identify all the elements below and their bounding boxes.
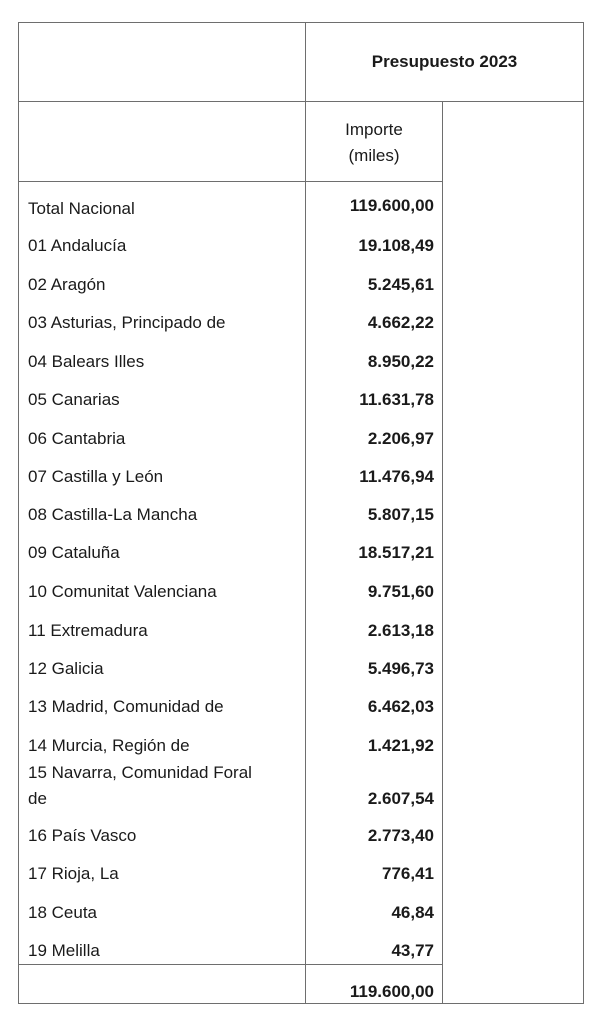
row-value: 119.600,00 [349,196,434,215]
row-label: 17 Rioja, La [28,864,119,883]
row-label: 10 Comunitat Valenciana [28,582,217,601]
row-label: Total Nacional [28,199,135,218]
row-value: 46,84 [391,903,434,922]
border-top [18,22,584,23]
row-label: 01 Andalucía [28,236,127,255]
row-label: 04 Balears Illes [28,352,145,371]
row-value: 5.496,73 [367,659,434,678]
row-value: 43,77 [391,941,434,960]
row-value: 11.631,78 [359,390,434,409]
border-header [18,101,584,102]
row-value: 11.476,94 [359,467,434,486]
row-label: 12 Galicia [28,659,104,678]
row-label: 16 País Vasco [28,826,137,845]
row-value: 2.206,97 [367,429,434,448]
footer-total: 119.600,00 [349,982,434,1001]
row-label: 18 Ceuta [28,903,97,922]
row-value: 2.607,54 [367,789,434,808]
budget-title: Presupuesto 2023 [371,52,518,71]
row-value: 5.245,61 [367,275,434,294]
row-label: 05 Canarias [28,390,120,409]
row-label: 14 Murcia, Región de [28,736,190,755]
row-value: 5.807,15 [367,505,434,524]
row-label: 08 Castilla-La Mancha [28,505,198,524]
row-label: 07 Castilla y León [28,467,164,486]
row-label: 06 Cantabria [28,429,126,448]
border-footer [18,964,442,965]
row-label: 13 Madrid, Comunidad de [28,697,224,716]
row-label-continuation: de [28,789,47,808]
row-label: 11 Extremadura [28,621,148,640]
border-inner [442,101,443,1004]
row-value: 6.462,03 [367,697,434,716]
column-label-importe: Importe [345,120,403,139]
row-value: 8.950,22 [367,352,434,371]
border-right [583,22,584,1004]
row-label: 02 Aragón [28,275,106,294]
row-label: 03 Asturias, Principado de [28,313,226,332]
row-value: 776,41 [382,864,434,883]
row-label: 15 Navarra, Comunidad Foral [28,763,252,782]
row-value: 18.517,21 [358,543,434,562]
row-value: 2.613,18 [367,621,434,640]
row-value: 1.421,92 [367,736,434,755]
row-value: 19.108,49 [358,236,434,255]
column-label-miles: (miles) [348,146,400,165]
row-value: 2.773,40 [367,826,434,845]
row-value: 9.751,60 [367,582,434,601]
border-left [18,22,19,1004]
row-value: 4.662,22 [367,313,434,332]
row-label: 09 Cataluña [28,543,120,562]
border-subheader [18,181,442,182]
row-label: 19 Melilla [28,941,100,960]
border-bottom [18,1003,584,1004]
